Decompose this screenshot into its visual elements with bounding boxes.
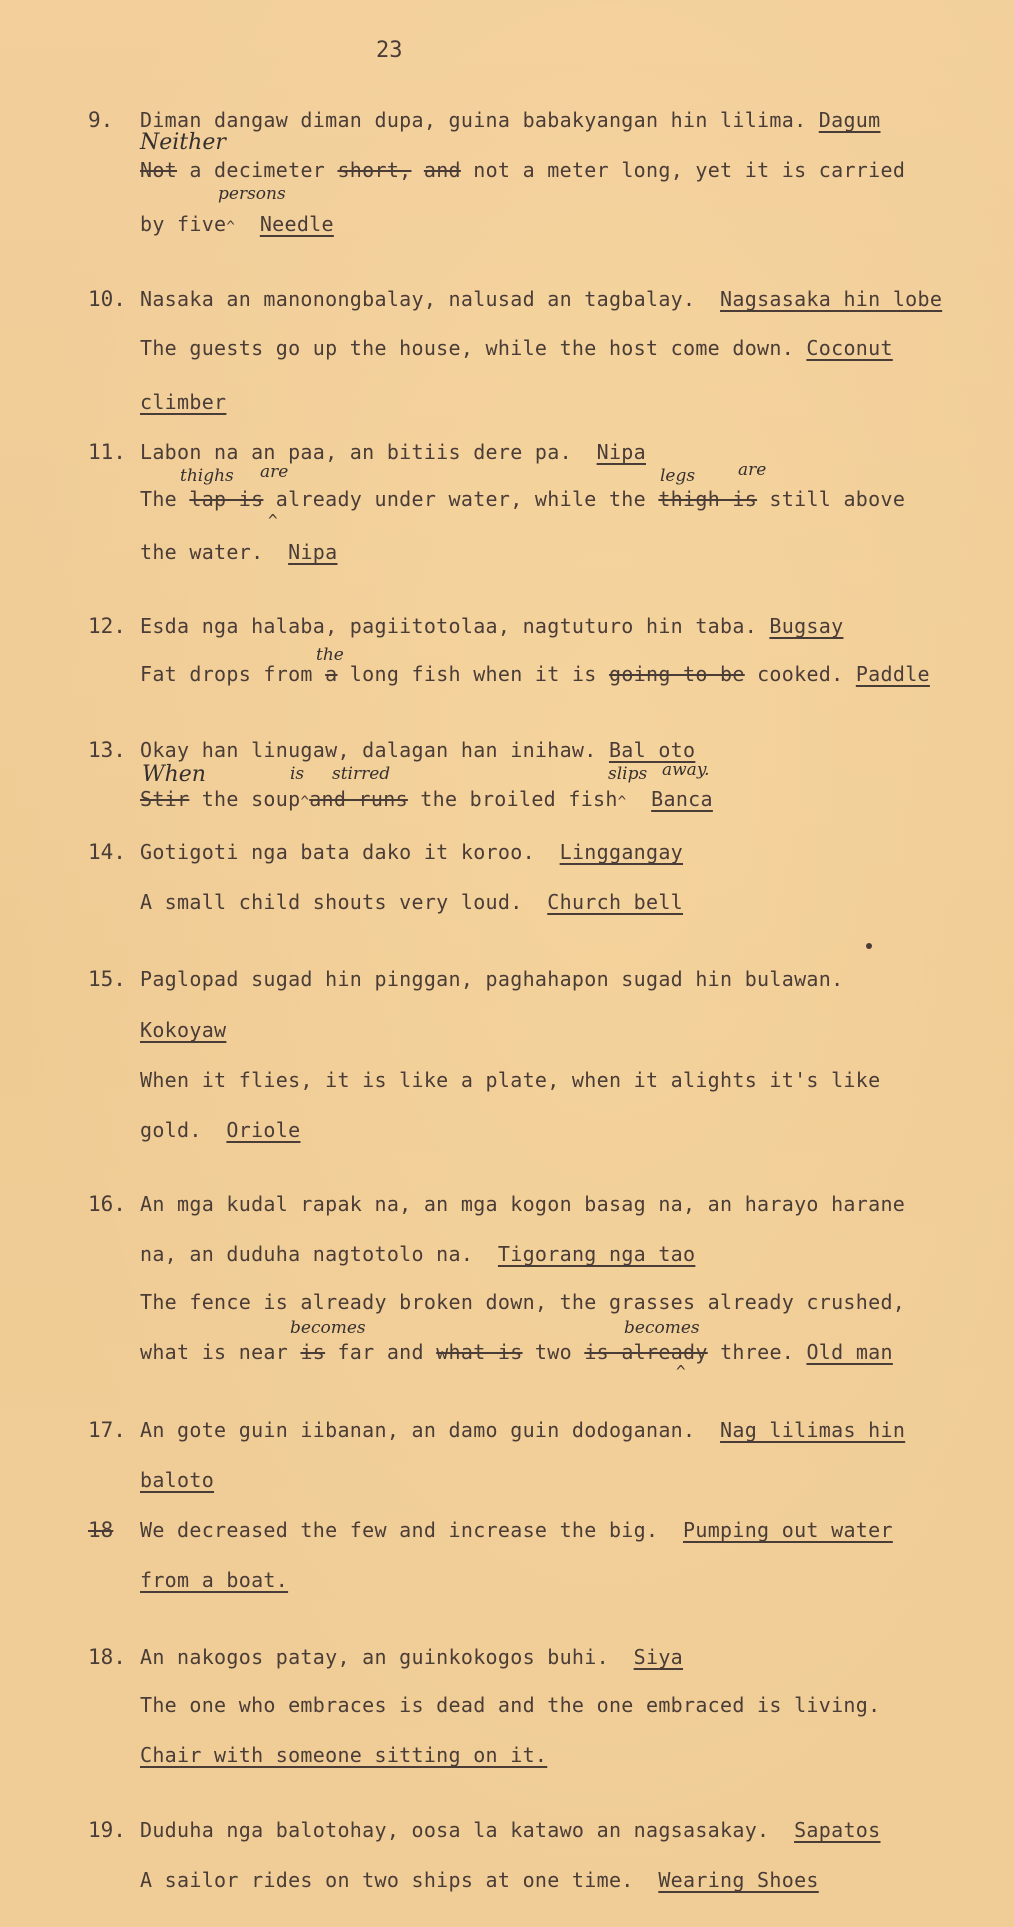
handwritten-correction: stirred [332,764,391,784]
answer: baloto [140,1468,215,1492]
translation-line: what is near is far and what is two is already three. Old man [140,1340,893,1364]
translation-line: The lap is already under water, while the thigh is still above [140,487,906,511]
answer: climber [140,390,227,414]
translation-line: Stir the soup^and runs the broiled fish^ Banca [140,787,713,811]
answer: Needle [259,212,334,236]
answer: Sapatos [794,1818,881,1842]
riddle-line: Gotigoti nga bata dako it koroo. Linggangay [140,840,684,864]
answer: Wearing Shoes [658,1868,819,1892]
item-number: 13. [88,738,126,762]
answer: Dagum [818,108,881,132]
handwritten-correction: becomes [290,1318,366,1338]
riddle-line: na, an duduha nagtotolo na. Tigorang nga tao [140,1242,696,1266]
handwritten-correction: becomes [624,1318,700,1338]
handwritten-correction: When [142,762,206,787]
handwritten-correction: are [738,460,767,480]
page-number: 23 [376,38,403,63]
handwritten-correction: are [260,462,289,482]
answer: Paddle [855,662,930,686]
translation-line [140,1018,226,1042]
translation-line: When it flies, it is like a plate, when it alights it's like [140,1068,881,1092]
item-number: 18. [88,1645,126,1669]
answer: Linggangay [559,840,684,864]
item-number: 11. [88,440,126,464]
translation-line: gold. Oriole [140,1118,301,1142]
riddle-line: Okay han linugaw, dalagan han inihaw. Bal oto [140,738,696,762]
answer: Siya [633,1645,684,1669]
item-number: 17. [88,1418,126,1442]
answer: Bugsay [769,614,844,638]
handwritten-correction: Neither [140,130,226,155]
translation-line [140,390,226,414]
item-number: 16. [88,1192,126,1216]
answer: Nipa [288,540,338,564]
answer: Chair with someone sitting on it. [140,1743,548,1767]
handwritten-correction: legs [660,466,696,486]
translation-line: A sailor rides on two ships at one time. Wearing Shoes [140,1868,819,1892]
riddle-line: Labon na an paa, an bitiis dere pa. Nipa [140,440,646,464]
riddle-line: Esda nga halaba, pagiitotolaa, nagtuturo hin taba. Bugsay [140,614,844,638]
answer: Nag lilimas hin [720,1418,906,1442]
item-number: 10. [88,287,126,311]
item-number: 12. [88,614,126,638]
item-number: 15. [88,967,126,991]
answer: Nagsasaka hin lobe [720,287,943,311]
answer: Church bell [547,890,684,914]
translation-line: The one who embraces is dead and the one embraced is living. [140,1693,881,1717]
answer: Old man [806,1340,893,1364]
answer: Pumping out water [683,1518,893,1542]
item-number: 14. [88,840,126,864]
handwritten-correction: thighs [180,466,234,486]
item-number: 9. [88,108,114,132]
translation-line: We decreased the few and increase the big. Pumping out water [140,1518,893,1542]
translation-line: The guests go up the house, while the host come down. Coconut [140,336,893,360]
item-number: 19. [88,1818,126,1842]
translation-line [140,1568,288,1592]
answer: Banca [651,787,713,811]
handwritten-correction: is [290,764,305,784]
item-number: 18 [88,1518,114,1542]
caret-mark: ^ [268,511,278,530]
translation-line: The fence is already broken down, the grasses already crushed, [140,1290,906,1314]
riddle-line: Paglopad sugad hin pinggan, paghahapon sugad hin bulawan. [140,967,844,991]
answer: Oriole [226,1118,301,1142]
ink-dot [866,943,872,949]
answer: Bal oto [608,738,696,762]
handwritten-correction: the [316,645,344,665]
answer: from a boat. [140,1568,289,1592]
riddle-line: An mga kudal rapak na, an mga kogon basag na, an harayo harane [140,1192,906,1216]
riddle-line: An gote guin iibanan, an damo guin dodoganan. Nag lilimas hin [140,1418,906,1442]
answer: Nipa [596,440,646,464]
caret-mark: ^ [676,1362,686,1381]
handwritten-correction: slips [608,764,648,784]
translation-line [140,1743,547,1767]
answer: Kokoyaw [140,1018,227,1042]
translation-line: the water. Nipa [140,540,338,564]
handwritten-correction: persons [218,184,286,204]
riddle-line: Duduha nga balotohay, oosa la katawo an nagsasakay. Sapatos [140,1818,881,1842]
handwritten-correction: away. [662,760,710,780]
answer: Tigorang nga tao [497,1242,696,1266]
riddle-line: Diman dangaw diman dupa, guina babakyangan hin lilima. Dagum [140,108,881,132]
answer: Coconut [806,336,893,360]
translation-line: by five^ Needle [140,212,334,236]
riddle-line: Nasaka an manonongbalay, nalusad an tagbalay. Nagsasaka hin lobe [140,287,943,311]
translation-line: Not a decimeter short, and not a meter long, yet it is carried [140,158,906,182]
translation-line: A small child shouts very loud. Church bell [140,890,684,914]
translation-line: Fat drops from a long fish when it is going to be cooked. Paddle [140,662,930,686]
riddle-line [140,1468,214,1492]
riddle-line: An nakogos patay, an guinkokogos buhi. Siya [140,1645,684,1669]
